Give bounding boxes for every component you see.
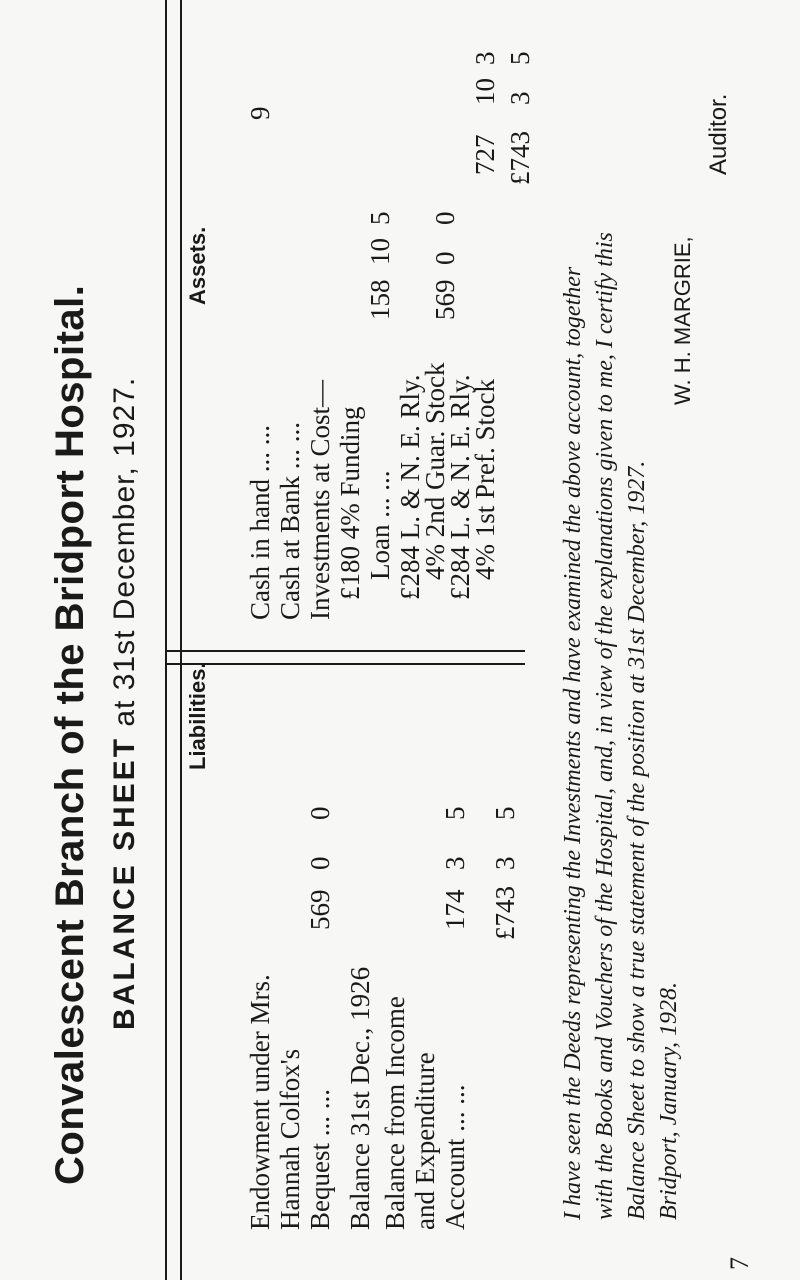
asset-inv-sub-l: 569	[430, 279, 460, 320]
asset-total-s: 3	[505, 91, 535, 105]
liabilities-heading: Liabilities.	[185, 662, 210, 770]
liab-total-s: 3	[490, 856, 520, 870]
top-rule	[165, 0, 167, 1280]
asset-invest: Investments at Cost—	[305, 380, 335, 620]
asset-rly1: £284 L. & N. E. Rly.	[395, 374, 425, 600]
asset-rly2: £284 L. & N. E. Rly.	[445, 374, 475, 600]
liab-endow-amt-d: 0	[305, 806, 335, 820]
asset-rly2b: 4% 1st Pref. Stock	[470, 379, 500, 580]
asset-total-l: £743	[505, 131, 535, 185]
auditor-title: Auditor.	[705, 93, 732, 175]
page-number: 7	[725, 1257, 754, 1270]
asset-cash-bank: Cash at Bank ... ...	[275, 422, 305, 620]
liab-total-d: 5	[490, 806, 520, 820]
liab-row-inc-l2: and Expenditure	[410, 1052, 440, 1230]
liab-row-bal26: Balance 31st Dec., 1926	[345, 966, 375, 1230]
certificate-line-2: with the Books and Vouchers of the Hospital, and, in view of the explanations given to me, I certify this	[592, 232, 618, 1220]
center-divider-2	[165, 650, 525, 652]
asset-rly1b: 4% 2nd Guar. Stock	[420, 362, 450, 580]
liab-endow-amt-s: 0	[305, 856, 335, 870]
asset-inv-sub-d: 0	[430, 211, 460, 225]
asset-inv-sub-s: 0	[430, 251, 460, 265]
asset-total-d: 5	[505, 51, 535, 65]
assets-heading: Assets.	[185, 226, 210, 305]
asset-loan: Loan ... ...	[365, 470, 395, 580]
center-divider	[165, 663, 525, 665]
liab-inc-amt-d: 5	[440, 806, 470, 820]
auditor-signature: W. H. MARGRIE,	[670, 236, 695, 405]
page-subtitle	[108, 377, 142, 1030]
liab-row-endow-l2: Hannah Colfox's	[275, 1048, 305, 1230]
top-rule-2	[180, 0, 182, 1280]
subtitle-strong: BALANCE SHEET	[108, 735, 141, 1030]
asset-inv-tot-s: 10	[470, 78, 500, 105]
liab-row-inc-l1: Balance from Income	[380, 996, 410, 1230]
certificate-line-4: Bridport, January, 1928.	[656, 982, 682, 1220]
asset-cash-hand: Cash in hand ... ...	[245, 425, 275, 620]
liab-endow-amt-l: 569	[305, 889, 335, 930]
liab-inc-amt-s: 3	[440, 856, 470, 870]
liab-row-endow-l1: Endowment under Mrs.	[245, 974, 275, 1230]
liab-row-inc-l3: Account ... ...	[440, 1084, 470, 1230]
certificate-line-1: I have seen the Deeds representing the Investments and have examined the above account, together	[560, 266, 586, 1220]
liab-total-l: £743	[490, 886, 520, 940]
asset-cash-hand-s: 9	[245, 106, 275, 120]
asset-funding: £180 4% Funding	[335, 406, 365, 600]
subtitle-rest: at 31st December, 1927.	[108, 376, 141, 727]
asset-inv-tot-d: 3	[470, 51, 500, 65]
asset-funding-l: 158	[365, 279, 395, 320]
certificate-line-3: Balance Sheet to show a true statement of the position at 31st December, 1927.	[624, 460, 650, 1220]
page-title: Convalescent Branch of the Bridport Hospital.	[48, 284, 92, 1185]
liab-inc-amt-l: 174	[440, 889, 470, 930]
asset-inv-tot-l: 727	[470, 134, 500, 175]
asset-funding-s: 10	[365, 238, 395, 265]
asset-funding-d: 5	[365, 211, 395, 225]
liab-row-endow-l3: Bequest ... ...	[305, 1089, 335, 1230]
